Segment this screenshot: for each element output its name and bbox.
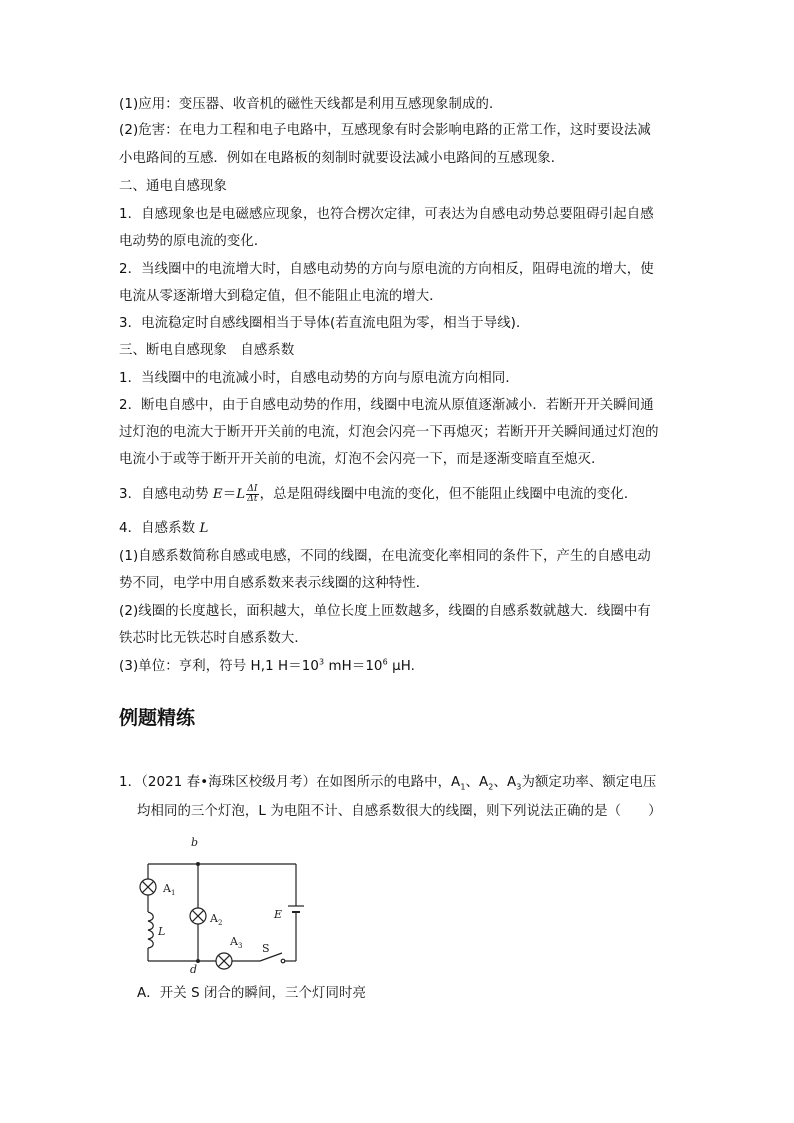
- label-L: L: [158, 925, 166, 938]
- label-b: b: [191, 836, 199, 849]
- inductor-coil: [148, 912, 153, 948]
- node-b: [196, 862, 200, 866]
- s3-4-symbol-L: L: [199, 521, 209, 536]
- units-exponent-3: 3: [318, 657, 325, 667]
- formula-L: L: [236, 487, 246, 502]
- label-A1: $A_1$: [163, 882, 176, 897]
- paragraph-s3-4-title: [119, 520, 208, 538]
- formula-prefix: 3．自感电动势: [119, 487, 213, 502]
- formula-E: E: [212, 487, 223, 502]
- paragraph-s3-2-line2: 过灯泡的电流大于断开开关前的电流，灯泡会闪亮一下再熄灭；若断开开关瞬间通过灯泡的: [119, 425, 659, 440]
- paragraph-harm-line1: (2)危害：在电力工程和电子电路中，互感现象有时会影响电路的正常工作，这时要设法减: [119, 123, 651, 138]
- option-a: A．开关 S 闭合的瞬间，三个灯同时亮: [137, 986, 366, 1001]
- label-d: d: [190, 963, 198, 974]
- paragraph-s2-2-line2: 电流从零逐渐增大到稳定值，但不能阻止电流的增大．: [119, 289, 443, 304]
- units-exponent-6: 6: [382, 657, 388, 667]
- question-sub-1: 1: [460, 782, 466, 792]
- switch-contact: [281, 959, 285, 963]
- paragraph-s3-2-line3: 电流小于或等于断开开关前的电流，灯泡不会闪亮一下，而是逐渐变暗直至熄灭．: [119, 452, 605, 467]
- paragraph-s3-4-2-line1: (2)线圈的长度越长，面积越大，单位长度上匝数越多，线圈的自感系数就越大．线圈中有: [119, 604, 651, 619]
- section-title-deenergize: 三、断电自感现象 自感系数: [119, 343, 295, 358]
- paragraph-s2-3: 3．电流稳定时自感线圈相当于导体(若直流电阻为零，相当于导线)．: [119, 316, 530, 331]
- section-heading-examples: 例题精练: [119, 707, 196, 729]
- paragraph-application: (1)应用：变压器、收音机的磁性天线都是利用互感现象制成的．: [119, 97, 503, 112]
- formula-fraction: [246, 485, 258, 504]
- label-E: E: [274, 908, 283, 921]
- circuit-diagram: [130, 832, 320, 974]
- label-A2: $A_2$: [210, 912, 223, 927]
- question-prefix: 1．（2021 春•海珠区校级月考）在如图所示的电路中，A: [119, 775, 461, 790]
- paragraph-harm-line2: 小电路间的互感．例如在电路板的刻制时就要设法减小电路间的互感现象．: [119, 151, 565, 166]
- paragraph-s3-1: 1．当线圈中的电流减小时，自感电动势的方向与原电流方向相同．: [119, 371, 519, 386]
- formula-suffix: ，总是阻碍线圈中电流的变化，但不能阻止线圈中电流的变化．: [259, 487, 638, 502]
- units-suffix: μH.: [387, 659, 416, 674]
- formula-numerator: ΔI: [247, 483, 258, 494]
- paragraph-s3-4-2-line2: 铁芯时比无铁芯时自感系数大．: [119, 631, 308, 646]
- paragraph-s3-4-1-line2: 势不同，电学中用自感系数来表示线圈的这种特性．: [119, 576, 430, 591]
- question-line2: 均相同的三个灯泡，L 为电阻不计、自感系数很大的线圈，则下列说法正确的是（ ）: [137, 804, 662, 819]
- question-sub-2: 2: [488, 782, 494, 792]
- paragraph-s2-2-line1: 2．当线圈中的电流增大时，自感电动势的方向与原电流的方向相反，阻碍电流的增大，使: [119, 262, 654, 277]
- s3-4-prefix: 4．自感系数: [119, 521, 200, 536]
- question-sep-2: 、A: [493, 775, 517, 790]
- label-S: S: [262, 942, 270, 955]
- question-sep-1: 、A: [465, 775, 489, 790]
- question-suffix: 为额定功率、额定电压: [521, 775, 657, 790]
- section-title-energize: 二、通电自感现象: [119, 179, 227, 194]
- paragraph-s2-1-line1: 1．自感现象也是电磁感应现象，也符合楞次定律，可表达为自感电动势总要阻碍引起自感: [119, 207, 654, 222]
- paragraph-s3-4-1-line1: (1)自感系数简称自感或电感，不同的线圈，在电流变化率相同的条件下，产生的自感电动: [119, 549, 651, 564]
- units-middle: mH＝10: [324, 659, 383, 674]
- paragraph-s3-4-3-units: [119, 658, 415, 676]
- paragraph-s2-1-line2: 电动势的原电流的变化．: [119, 234, 268, 249]
- paragraph-s3-2-line1: 2．断电自感中，由于自感电动势的作用，线圈中电流从原值逐渐减小．若断开开关瞬间通: [119, 398, 654, 413]
- question-sub-3: 3: [516, 782, 522, 792]
- question-line1: [119, 774, 656, 792]
- formula-equals: ＝: [222, 487, 237, 502]
- paragraph-s3-3-formula: [119, 482, 637, 508]
- label-A3: $A_3$: [230, 935, 243, 950]
- formula-denominator: Δt: [247, 493, 258, 504]
- units-prefix: (3)单位：亨利，符号 H,1 H＝10: [119, 659, 319, 674]
